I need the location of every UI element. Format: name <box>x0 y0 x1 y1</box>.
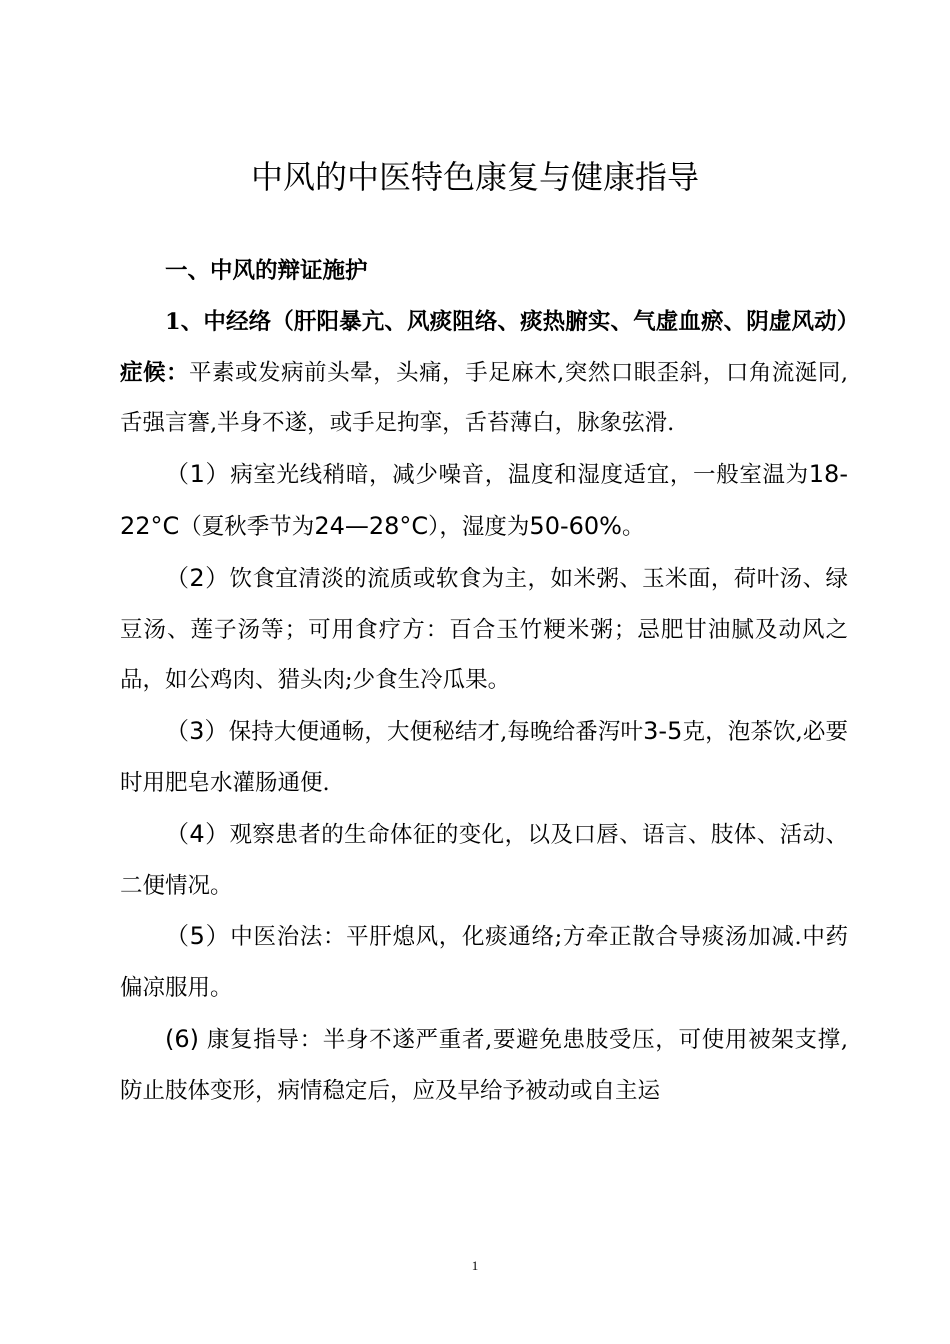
paragraph-3-dose: 3-5 <box>643 717 683 746</box>
paragraph-5-number: （5） <box>165 922 231 951</box>
paragraph-6 <box>120 1014 848 1117</box>
document-title: 中风的中医特色康复与健康指导 <box>250 158 699 196</box>
paragraph-1-text-b: （夏秋季节为 <box>179 513 315 540</box>
paragraph-5 <box>120 911 848 1014</box>
page-number: 1 <box>471 1258 479 1273</box>
paragraph-1-text-c: ），湿度为 <box>428 513 530 540</box>
paragraph-4-number: （4） <box>165 819 230 848</box>
paragraph-3-number: （3） <box>165 717 229 746</box>
paragraph-3 <box>120 706 848 809</box>
section-heading-text: 一、中风的辩证施护 <box>165 258 368 284</box>
paragraph-1-humidity: 50-60% <box>529 511 622 540</box>
paragraph-1-text-d: 。 <box>621 513 645 540</box>
item-1-text: 平素或发病前头晕，头痛，手足麻木,突然口眼歪斜，口角流涎同,舌强言謇,半身不遂，或手足拘挛，舌苔薄白，脉象弦滑. <box>120 359 848 437</box>
paragraph-6-number: (6) <box>165 1024 199 1053</box>
paragraph-1-number: （1） <box>165 460 231 489</box>
paragraph-5-text: 中医治法：平肝熄风，化痰通络;方牵正散合导痰汤加减.中药偏凉服用。 <box>120 924 849 1002</box>
paragraph-4-text: 观察患者的生命体征的变化，以及口唇、语言、肢体、活动、二便情况。 <box>120 821 848 899</box>
paragraph-4 <box>120 809 848 912</box>
paragraph-2-text: 饮食宜清淡的流质或软食为主，如米粥、玉米面，荷叶汤、绿豆汤、莲子汤等；可用食疗方：百合玉竹粳米粥；忌肥甘油腻及动风之品，如公鸡肉、猎头肉;少食生冷瓜果。 <box>120 565 848 694</box>
paragraph-1-temp-1: 18-22°C <box>120 460 848 540</box>
paragraph-3-text-a: 保持大便通畅，大便秘结才,每晚给番泻叶 <box>228 719 644 746</box>
paragraph-1 <box>120 449 848 553</box>
paragraph-item-1 <box>120 297 848 449</box>
paragraph-3-text-b: 克，泡茶饮,必要时用肥皂水灌肠通便. <box>120 719 848 796</box>
paragraph-6-text: 康复指导：半身不遂严重者,要避免患肢受压，可使用被架支撑,防止肢体变形，病情稳定后，应及早给予被动或自主运 <box>120 1026 848 1104</box>
document-body <box>120 246 848 1117</box>
paragraph-1-text-a: 病室光线稍暗，减少噪音，温度和湿度适宜，一般室温为 <box>230 462 809 489</box>
item-1-heading: 1、中经络（肝阳暴亢、风痰阻络、痰热腑实、气虚血瘀、阴虚风动）症候： <box>120 308 848 386</box>
paragraph-2-number: （2） <box>165 563 230 592</box>
paragraph-2 <box>120 553 848 706</box>
paragraph-1-temp-2: 24—28°C <box>314 511 429 540</box>
section-heading <box>120 246 848 297</box>
